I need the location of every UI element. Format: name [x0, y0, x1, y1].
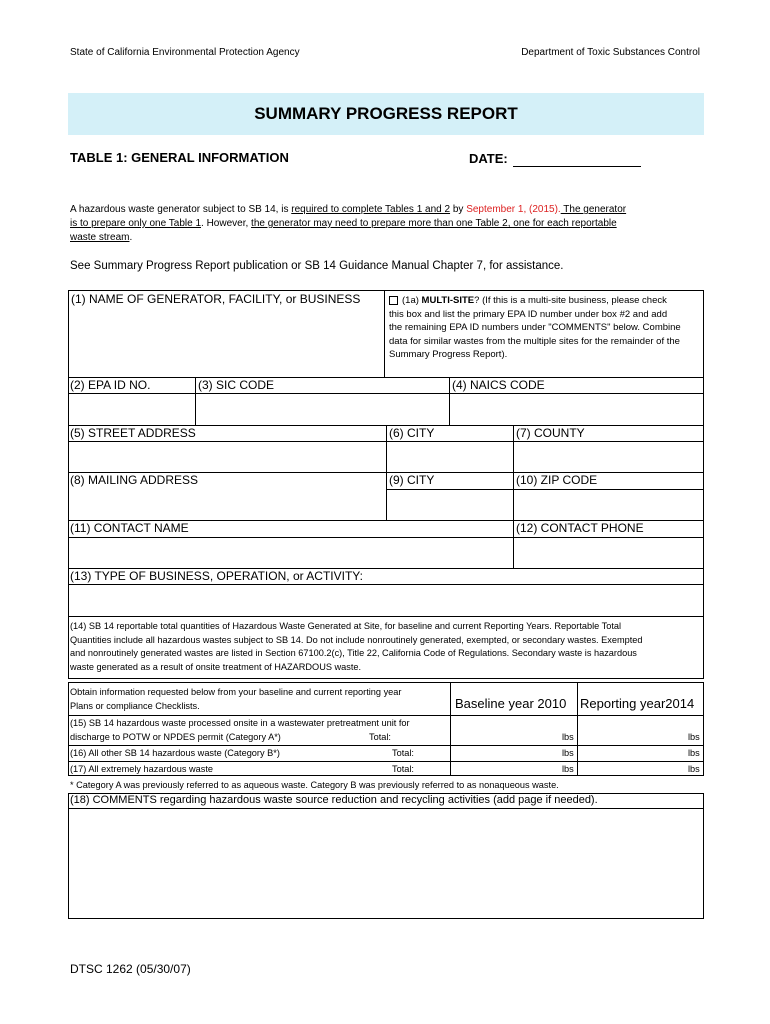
business-type-field[interactable]	[69, 585, 703, 616]
quantities-note: (14) SB 14 reportable total quantities of Hazardous Waste Generated at Site, for baseline and current Reporting Years. Reportable Total Quantities include all hazardous wastes subject to SB 14. Do not include nonroutinely generated, exempted, or secondary wastes. Exempted and nonroutinely generated wastes are listed in Section 67100.2(c), Title 22, California Code of Regulations. Secondary waste is hazardous waste generated as a result of onsite treatment of HAZARDOUS waste.	[70, 621, 643, 672]
date-label: DATE:	[469, 151, 508, 166]
epa-id-label: (2) EPA ID NO.	[70, 378, 151, 392]
category-a-baseline-field[interactable]	[452, 731, 572, 744]
category-b-total-label: Total:	[392, 748, 414, 758]
table-heading: TABLE 1: GENERAL INFORMATION	[70, 150, 289, 165]
generator-name-label: (1) NAME OF GENERATOR, FACILITY, or BUSINESS	[71, 292, 361, 306]
naics-code-field[interactable]	[450, 394, 703, 425]
extremely-hazardous-total-label: Total:	[392, 764, 414, 774]
zip-code-label: (10) ZIP CODE	[516, 473, 598, 487]
category-a-reporting-field[interactable]	[579, 731, 684, 744]
category-a-reporting-unit: lbs	[688, 732, 700, 742]
title-banner	[68, 93, 704, 135]
street-address-label: (5) STREET ADDRESS	[70, 426, 196, 440]
county-label: (7) COUNTY	[516, 426, 585, 440]
city-field[interactable]	[387, 442, 512, 472]
contact-phone-label: (12) CONTACT PHONE	[516, 521, 644, 535]
business-type-label: (13) TYPE OF BUSINESS, OPERATION, or ACTIVITY:	[70, 569, 363, 583]
street-address-field[interactable]	[69, 442, 385, 472]
page-title: SUMMARY PROGRESS REPORT	[254, 104, 518, 123]
reporting-year-header: Reporting year2014	[580, 696, 695, 711]
category-b-reporting-unit: lbs	[688, 748, 700, 758]
category-b-baseline-unit: lbs	[562, 748, 574, 758]
sic-code-field[interactable]	[196, 394, 448, 425]
row-category-b: (16) All other SB 14 hazardous waste (Category B*)	[70, 748, 280, 758]
contact-phone-field[interactable]	[514, 538, 703, 568]
naics-code-label: (4) NAICS CODE	[452, 378, 545, 392]
agency-header: State of California Environmental Protection Agency	[70, 47, 300, 58]
department-header: Department of Toxic Substances Control	[521, 47, 700, 58]
contact-name-label: (11) CONTACT NAME	[70, 521, 189, 535]
mailing-address-label: (8) MAILING ADDRESS	[70, 473, 199, 487]
epa-id-field[interactable]	[69, 394, 194, 425]
category-b-baseline-field[interactable]	[452, 747, 560, 760]
category-b-reporting-field[interactable]	[579, 747, 684, 760]
county-field[interactable]	[514, 442, 703, 472]
category-a-total-label: Total:	[369, 732, 391, 742]
extremely-hazardous-baseline-field[interactable]	[452, 763, 560, 775]
obtain-info-note: Obtain information requested below from your baseline and current reporting year Plans or compliance Checklists.	[70, 687, 402, 711]
multi-site-block: (1a) MULTI-SITE? (If this is a multi-site business, please check this box and list the primary EPA ID number under box #2 and add the remaining EPA ID numbers under "COMMENTS" below. Combine data for similar wastes from the multiple sites for the remainder of the Summary Progress Report).	[389, 295, 681, 360]
contact-name-field[interactable]	[69, 538, 512, 568]
row-category-a: (15) SB 14 hazardous waste processed onsite in a wastewater pretreatment unit for discharge to POTW or NPDES permit (Category A*)	[70, 718, 410, 742]
comments-label: (18) COMMENTS regarding hazardous waste source reduction and recycling activities (add page if needed).	[70, 794, 598, 806]
city-label: (6) CITY	[389, 426, 435, 440]
category-footnote: * Category A was previously referred to as aqueous waste. Category B was previously referred to as nonaqueous waste.	[70, 780, 559, 790]
mailing-address-field[interactable]	[69, 489, 385, 520]
extremely-hazardous-reporting-field[interactable]	[579, 763, 684, 775]
category-a-baseline-unit: lbs	[562, 732, 574, 742]
intro-text: A hazardous waste generator subject to SB 14, is required to complete Tables 1 and 2 by September 1, (2015). The generator is to prepare only one Table 1. However, the generator may need to prepare more than one Table 2, one for each reportable waste stream.	[70, 204, 627, 243]
extremely-hazardous-reporting-unit: lbs	[688, 764, 700, 774]
baseline-year-header: Baseline year 2010	[455, 696, 567, 711]
mailing-city-field[interactable]	[387, 490, 512, 520]
generator-name-field[interactable]	[70, 308, 382, 376]
extremely-hazardous-baseline-unit: lbs	[562, 764, 574, 774]
mailing-city-label: (9) CITY	[389, 473, 435, 487]
row-extremely-hazardous: (17) All extremely hazardous waste	[70, 764, 213, 774]
comments-field[interactable]	[69, 809, 703, 918]
zip-code-field[interactable]	[514, 490, 703, 520]
sic-code-label: (3) SIC CODE	[198, 378, 275, 392]
form-number: DTSC 1262 (05/30/07)	[70, 962, 191, 976]
assistance-note: See Summary Progress Report publication or SB 14 Guidance Manual Chapter 7, for assistance.	[70, 260, 564, 272]
date-field[interactable]	[513, 166, 641, 167]
multi-site-checkbox[interactable]	[389, 296, 398, 305]
